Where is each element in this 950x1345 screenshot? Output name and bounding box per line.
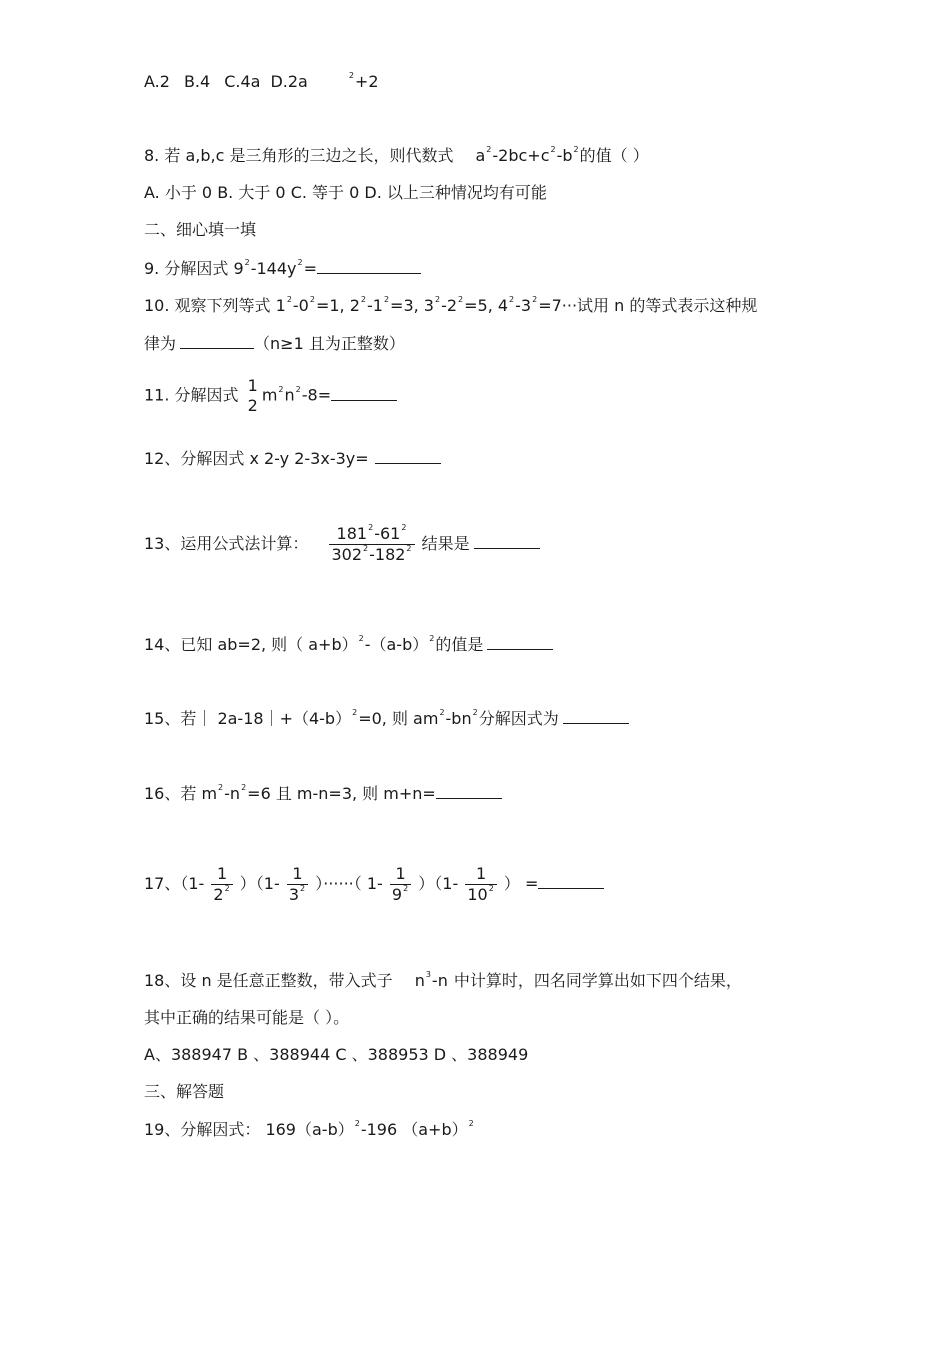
text-span: -2 [441, 296, 458, 315]
answer-blank [563, 708, 629, 724]
question-18-line-2 [144, 1008, 349, 1028]
text-span: 11. 分解因式 [144, 385, 239, 405]
text-span: A. 小于 0 B. 大于 0 C. 等于 0 D. 以上三种情况均有可能 [144, 183, 547, 202]
text-span: = [303, 259, 317, 278]
text-span: -1 [366, 296, 383, 315]
text-span: ）（1- [239, 874, 280, 893]
text-span: 2 [224, 884, 230, 893]
text-span: n [284, 385, 295, 405]
text-span: =3, 3 [390, 296, 434, 315]
question-10-line-2 [144, 333, 405, 354]
question-10 [144, 296, 757, 316]
text-span: ）······（ 1- [315, 874, 383, 893]
fraction-expression [329, 524, 414, 565]
fraction-term-4 [465, 864, 496, 905]
text-span: 1 [292, 864, 303, 883]
text-span: 2 [363, 544, 369, 553]
question-11 [144, 376, 397, 416]
text-span: 2 [472, 708, 478, 717]
text-span: =6 且 m-n=3, 则 m+n= [247, 784, 436, 803]
text-span: -n [224, 784, 241, 803]
text-span: -bn [445, 709, 472, 728]
text-span: 二、细心填一填 [144, 220, 257, 239]
fraction-term-2 [287, 864, 308, 905]
question-9 [144, 258, 421, 279]
text-span: 1 [475, 864, 487, 883]
text-span: 19、分解因式： 169（a-b） [144, 1120, 354, 1139]
text-span: 结果是 [421, 534, 470, 553]
text-span: 2 [278, 384, 284, 394]
text-span: 3 [425, 970, 431, 979]
text-span: -182 [369, 545, 406, 564]
text-span: 2 [488, 884, 494, 893]
text-span: 2 [295, 384, 301, 394]
text-span: 2 [213, 885, 224, 904]
text-span: -144y [250, 259, 297, 278]
text-span: -2bc+c [492, 146, 550, 165]
question-16 [144, 783, 502, 804]
text-span: =0, 则 am [358, 709, 439, 728]
text-span: -8= [301, 385, 332, 405]
text-span: 2 [403, 884, 409, 893]
text-span: 181 [336, 524, 368, 543]
text-span: ）（1- [418, 874, 459, 893]
text-span: 14、已知 ab=2, 则（ a+b） [144, 635, 358, 654]
question-14 [144, 634, 553, 655]
text-span: 3 [288, 885, 300, 904]
text-span: 2 [348, 71, 354, 80]
text-span: 17、（1- [144, 874, 205, 893]
text-span: 1 [395, 864, 406, 883]
text-span: B.4 [183, 72, 211, 91]
text-span: =1, 2 [315, 296, 360, 315]
text-span: 其中正确的结果可能是（ ）。 [144, 1008, 350, 1027]
text-span: 2 [550, 145, 556, 154]
answer-blank [538, 873, 604, 889]
answer-blank [487, 634, 553, 650]
text-span: C.4a [224, 72, 261, 91]
text-span: 18、设 n 是任意正整数，带入式子 [144, 971, 393, 990]
text-span: 1 [247, 376, 258, 395]
question-17 [144, 864, 604, 905]
text-span: 2 [297, 258, 303, 267]
question-8 [144, 146, 649, 166]
question-18 [144, 971, 742, 991]
fraction-one-half [246, 376, 260, 416]
fraction-term-1 [211, 864, 232, 905]
q7-options [144, 72, 379, 92]
fraction-term-3 [390, 864, 411, 905]
question-8-options [144, 183, 547, 203]
text-span: 15、若｜ 2a-18｜+（4-b） [144, 709, 352, 728]
text-span: 2 [401, 523, 407, 532]
text-span: 2 [486, 145, 492, 154]
text-span: -61 [374, 524, 401, 543]
text-span: 2 [434, 295, 441, 304]
text-span: -b [556, 146, 573, 165]
text-span: 2 [358, 634, 364, 643]
text-span: 中计算时，四名同学算出如下四个结果， [453, 971, 742, 990]
text-span: 2 [439, 708, 445, 717]
question-15 [144, 708, 629, 729]
text-span: 的值（ ） [579, 146, 649, 165]
text-span: 8. 若 a,b,c 是三角形的三边之长，则代数式 [144, 146, 454, 165]
text-span: 的值是 [435, 635, 484, 654]
text-span: 2 [247, 396, 258, 415]
text-span: 2 [368, 523, 374, 532]
section-heading-2 [144, 220, 256, 240]
text-span: 2 [300, 884, 306, 893]
text-span: 2 [218, 783, 224, 792]
text-span: ） = [503, 874, 539, 893]
text-span: 2 [458, 295, 464, 304]
text-span: 2 [383, 295, 390, 304]
text-span: 律为 [144, 334, 177, 353]
text-span: 2 [573, 145, 579, 154]
text-span: -3 [515, 296, 532, 315]
section-heading-3 [144, 1082, 224, 1102]
text-span: 三、解答题 [144, 1082, 225, 1101]
text-span: a [475, 146, 486, 165]
question-13 [144, 524, 540, 565]
text-span: 2 [360, 295, 366, 304]
text-span: -（a-b） [364, 635, 429, 654]
text-span: 2 [406, 544, 412, 553]
text-span: 分解因式为 [478, 709, 559, 728]
text-span: 12、分解因式 x 2-y 2-3x-3y= [144, 449, 369, 468]
text-span: m [261, 385, 278, 405]
text-span: 9 [391, 885, 403, 904]
text-span: 2 [309, 295, 315, 304]
answer-blank [375, 448, 441, 464]
text-span: 2 [352, 708, 358, 717]
question-12 [144, 448, 441, 469]
answer-blank [474, 533, 540, 549]
text-span: 2 [509, 295, 515, 304]
text-span: 2 [429, 634, 435, 643]
text-span: （n≥1 且为正整数） [254, 334, 405, 353]
text-span: 9. 分解因式 9 [144, 259, 244, 278]
text-span: 10. 观察下列等式 1 [144, 296, 286, 315]
text-span: -196 （a+b） [360, 1120, 468, 1139]
text-span: 13、运用公式法计算： [144, 534, 309, 553]
text-span: A.2 [144, 72, 170, 91]
text-span: D.2a [270, 72, 308, 91]
text-span: 2 [532, 295, 538, 304]
text-span: -n [431, 971, 448, 990]
answer-blank [317, 258, 421, 274]
question-19 [144, 1120, 475, 1140]
text-span: -0 [292, 296, 309, 315]
answer-blank [436, 783, 502, 799]
text-span: 10 [467, 885, 488, 904]
text-span: 2 [468, 1119, 474, 1128]
text-span: 302 [331, 545, 363, 564]
answer-blank [331, 385, 397, 401]
text-span: 2 [354, 1119, 360, 1128]
text-span: 16、若 m [144, 784, 218, 803]
answer-blank [180, 333, 254, 349]
question-18-options [144, 1045, 528, 1065]
text-span: 2 [241, 783, 247, 792]
text-span: n [414, 971, 425, 990]
text-span: 2 [244, 258, 250, 267]
text-span: +2 [354, 72, 379, 91]
text-span: 1 [216, 864, 228, 883]
text-span: =5, 4 [464, 296, 509, 315]
text-span: 2 [286, 295, 292, 304]
text-span: =7···试用 n 的等式表示这种规 [538, 296, 758, 315]
text-span: A、388947 B 、388944 C 、388953 D 、388949 [144, 1045, 529, 1064]
